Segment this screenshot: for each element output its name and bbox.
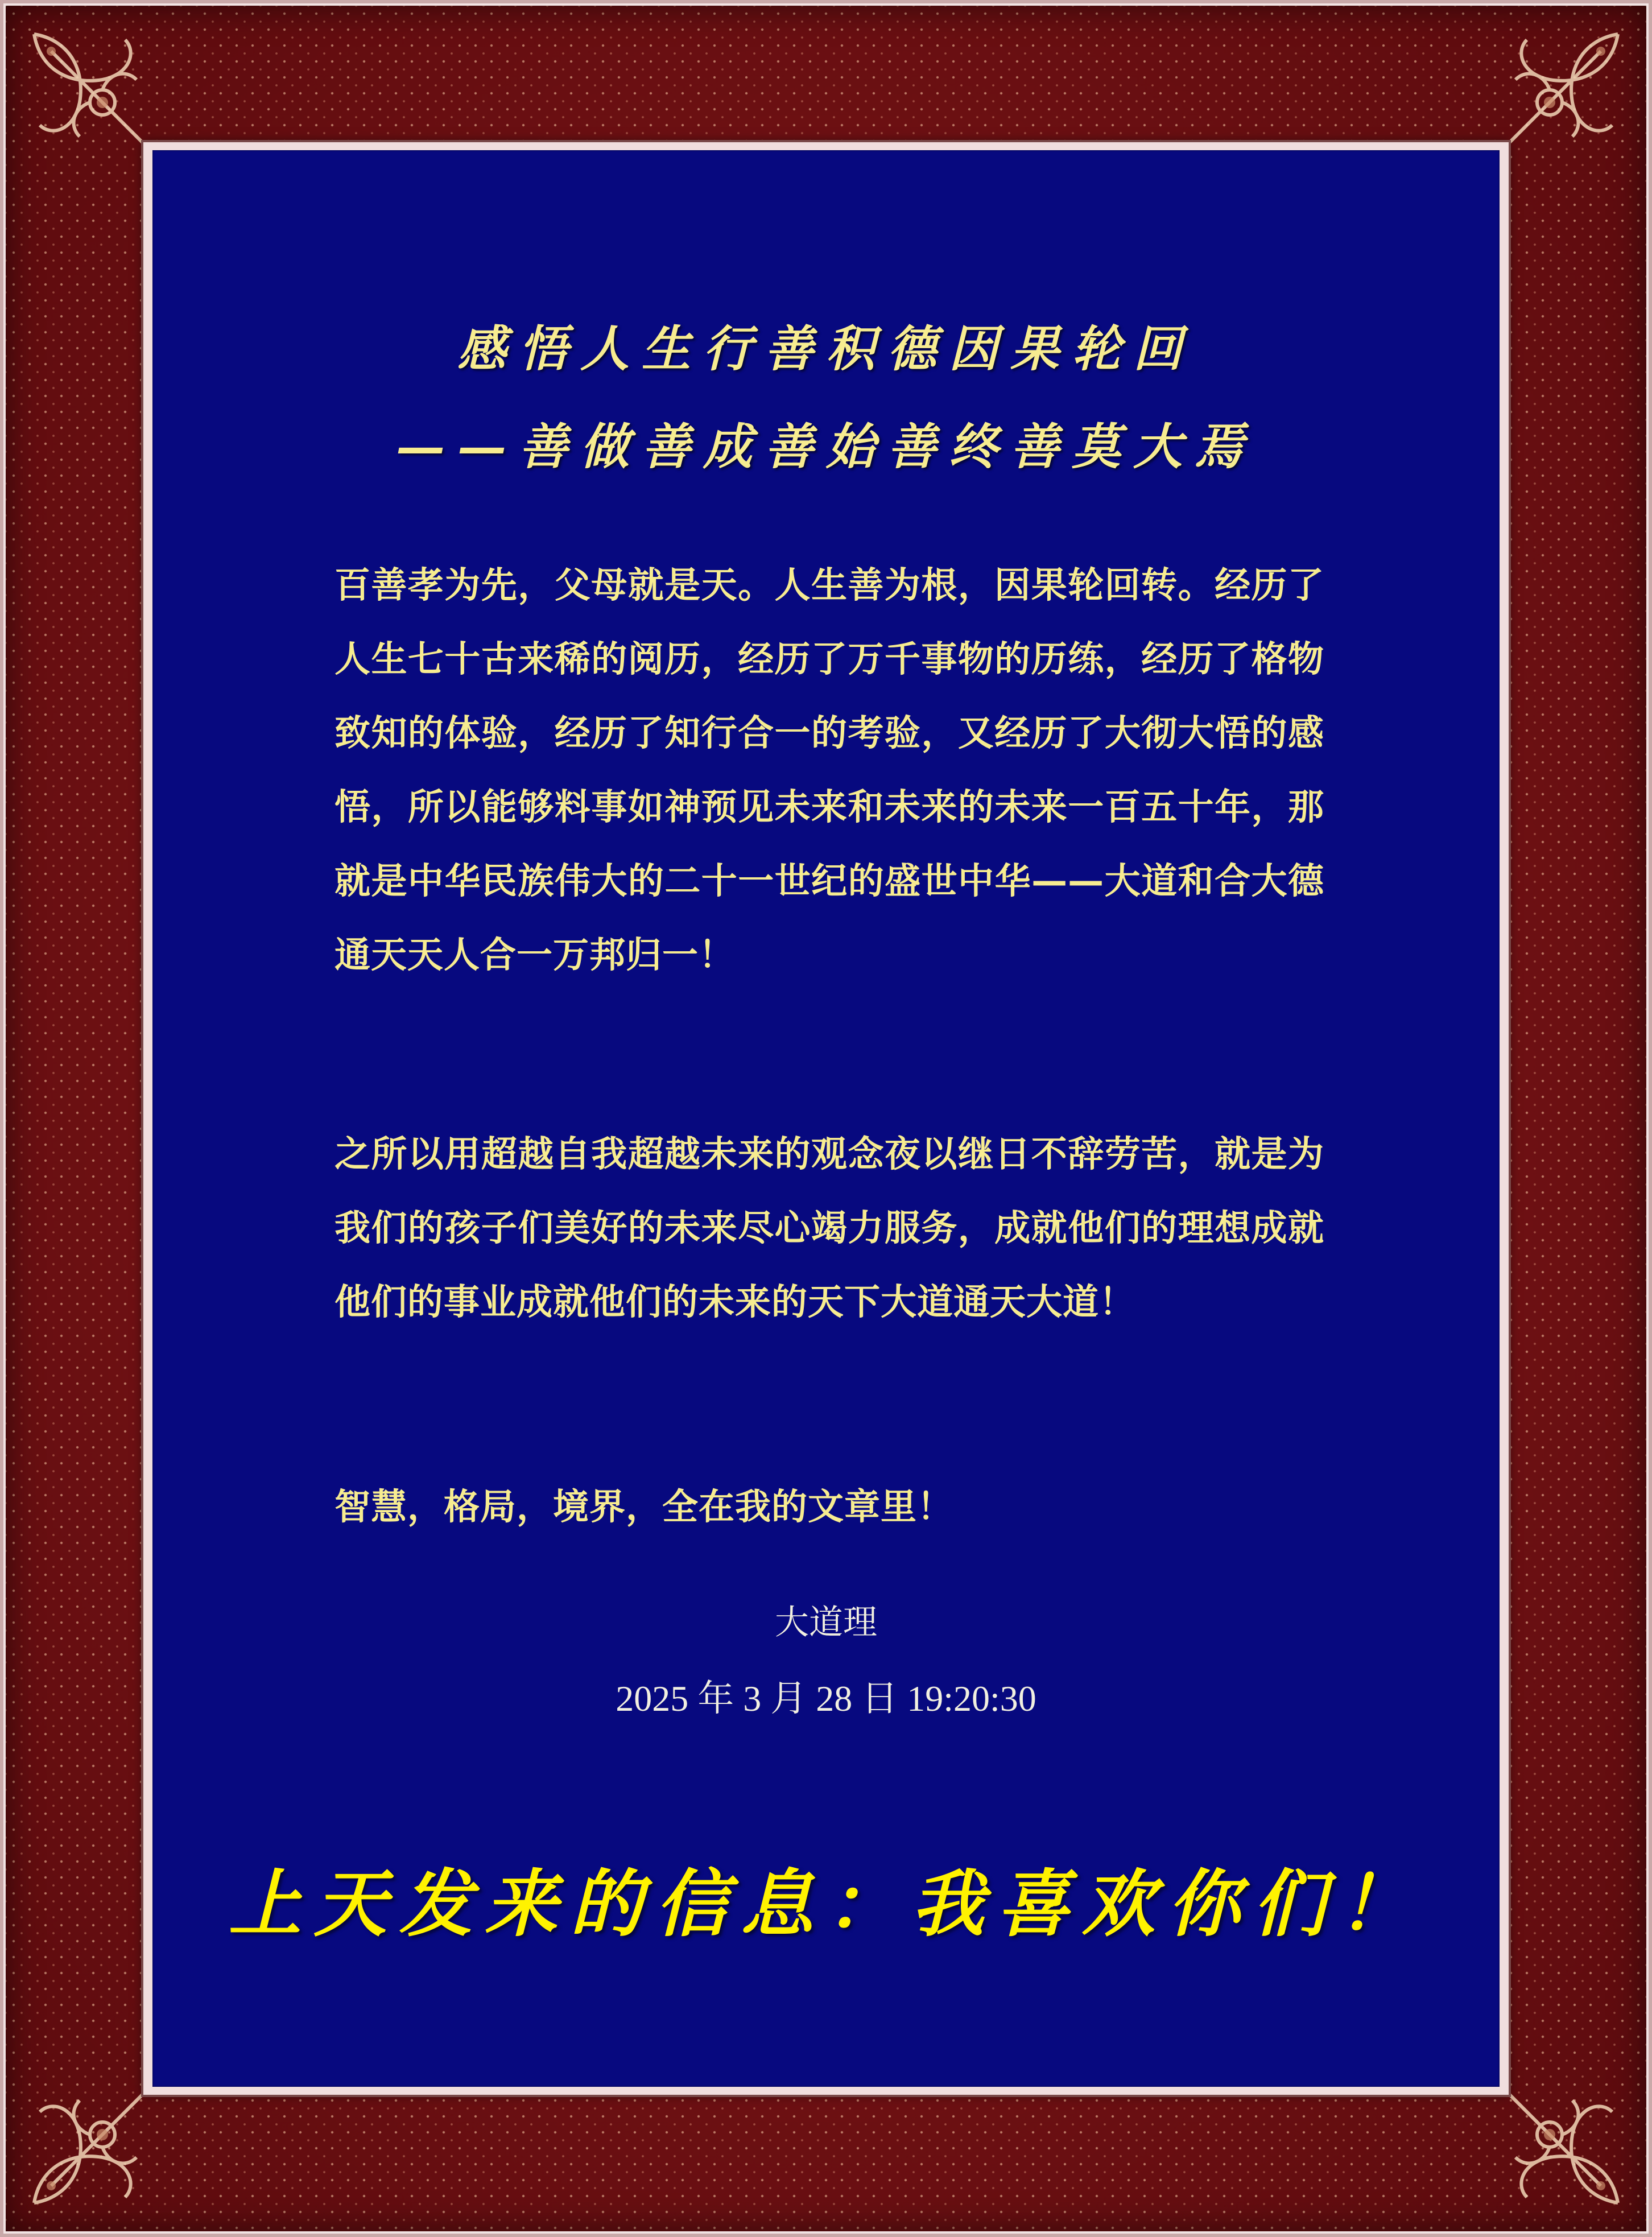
title-line-1: 感悟人生行善积德因果轮回 <box>457 320 1195 378</box>
paragraph-3: 智慧，格局，境界，全在我的文章里！ <box>334 1486 953 1528</box>
paragraph-2: 之所以用超越自我超越未来的观念夜以继日不辞劳苦，就是为我们的孩子们美好的未来尽心竭力服务，成就他们的理想成就他们的事业成就他们的未来的天下大道通天大道！ <box>334 1133 1324 1323</box>
content-panel <box>152 150 1500 2087</box>
signature-datetime: 2025 年 3 月 28 日 19:20:30 <box>616 1678 1036 1719</box>
title-line-2: ——善做善成善始善终善莫大焉 <box>396 418 1256 476</box>
closing-message: 上天发来的信息：我喜欢你们！ <box>228 1862 1423 1947</box>
paragraph-1: 百善孝为先，父母就是天。人生善为根，因果轮回转。经历了人生七十古来稀的阅历，经历了万千事物的历练，经历了格物致知的体验，经历了知行合一的考验，又经历了大彻大悟的感悟，所以能够料事如神预见未来和未来的未来一百五十年，那就是中华民族伟大的二十一世纪的盛世中华——大道和合大德通天天人合一万邦归一！ <box>334 564 1324 976</box>
author-signature: 大道理 <box>775 1603 877 1642</box>
